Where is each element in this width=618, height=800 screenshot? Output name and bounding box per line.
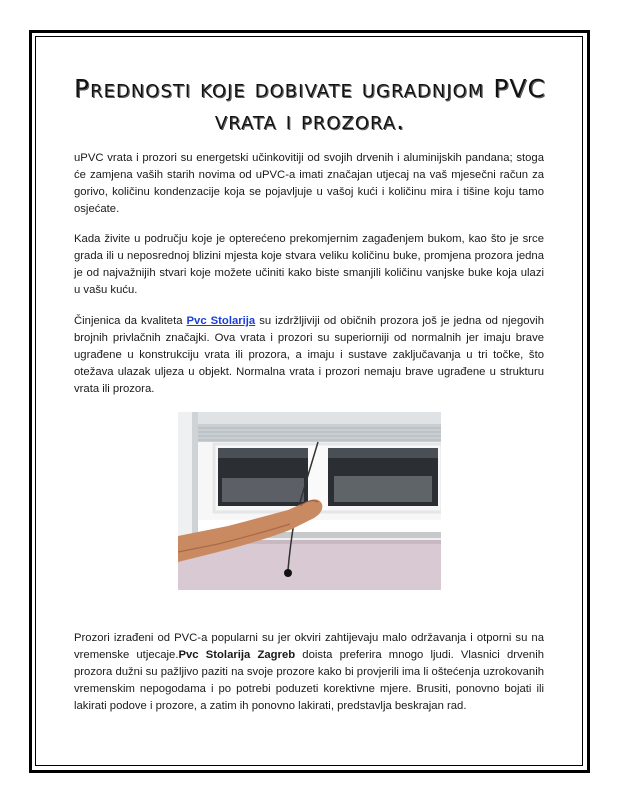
paragraph-durability <box>74 313 544 398</box>
pvc-stolarija-link[interactable]: Pvc Stolarija <box>186 315 256 327</box>
pvc-stolarija-zagreb-bold: Pvc Stolarija Zagreb <box>178 649 296 661</box>
paragraph-durability-rest: su izdržljiviji od običnih prozora još je jedna od njegovih brojnih privlačnih značajki. Ova vrata i prozori su superiorniji od normalnih jer imaju brave ugrađene u konstrukciju vrata ili prozora, a imaju i sustave zaključavanja u tri točke, što otežava ulazak uljeza u objekt. Normalna vrata i prozori nemaju brave ugrađene u strukturu vrata ili prozora. <box>74 315 544 395</box>
paragraph-noise-reduction: Kada živite u području koje je opterećeno prekomjernim zagađenjem bukom, kao što je srce grada ili u neposrednoj blizini mjesta koje stvara veliku količinu buke, promjena prozora jedna je od najvažnijih stvari koje možete učiniti kako biste smanjili količinu vanjske buke koja ulazi u vašu kuću. <box>74 233 544 296</box>
paragraph-maintenance <box>74 630 544 715</box>
paragraph-energy-efficiency: uPVC vrata i prozori su energetski učinkovitiji od svojih drvenih i aluminijskih pandana; stoga će zamjena vaših starih novima od uPVC-a imati značajan utjecaj na vaš mjesečni račun za gorivo, količinu kondenzacije koja se pojavljuje u vašoj kući i količinu mira i tišine koju tamo osjećate. <box>74 152 544 215</box>
paragraph-maintenance-start: Prozori izrađeni od PVC-a popularni su jer okviri zahtijevaju malo održavanja i otporni su na vremenske utjecaje. <box>74 632 544 661</box>
page-title: Prednosti koje dobivate ugradnjom PVC vrata i prozora. <box>74 74 546 135</box>
paragraph-maintenance-rest: doista preferira mnogo ljudi. Vlasnici drvenih prozora dužni su pažljivo paziti na svoje prozore kako bi provjerili ima li oštećenja uzrokovanih vremenskim nepogodama i po potrebi poduzeti korektivne mjere. Brusiti, ponovno bojati ili lakirati podove i prozore, a zatim ih ponovno lakirati, predstavlja beskrajan rad. <box>74 649 545 712</box>
paragraph-durability-start: Činjenica da kvaliteta <box>74 315 187 327</box>
window-photo <box>178 412 441 590</box>
